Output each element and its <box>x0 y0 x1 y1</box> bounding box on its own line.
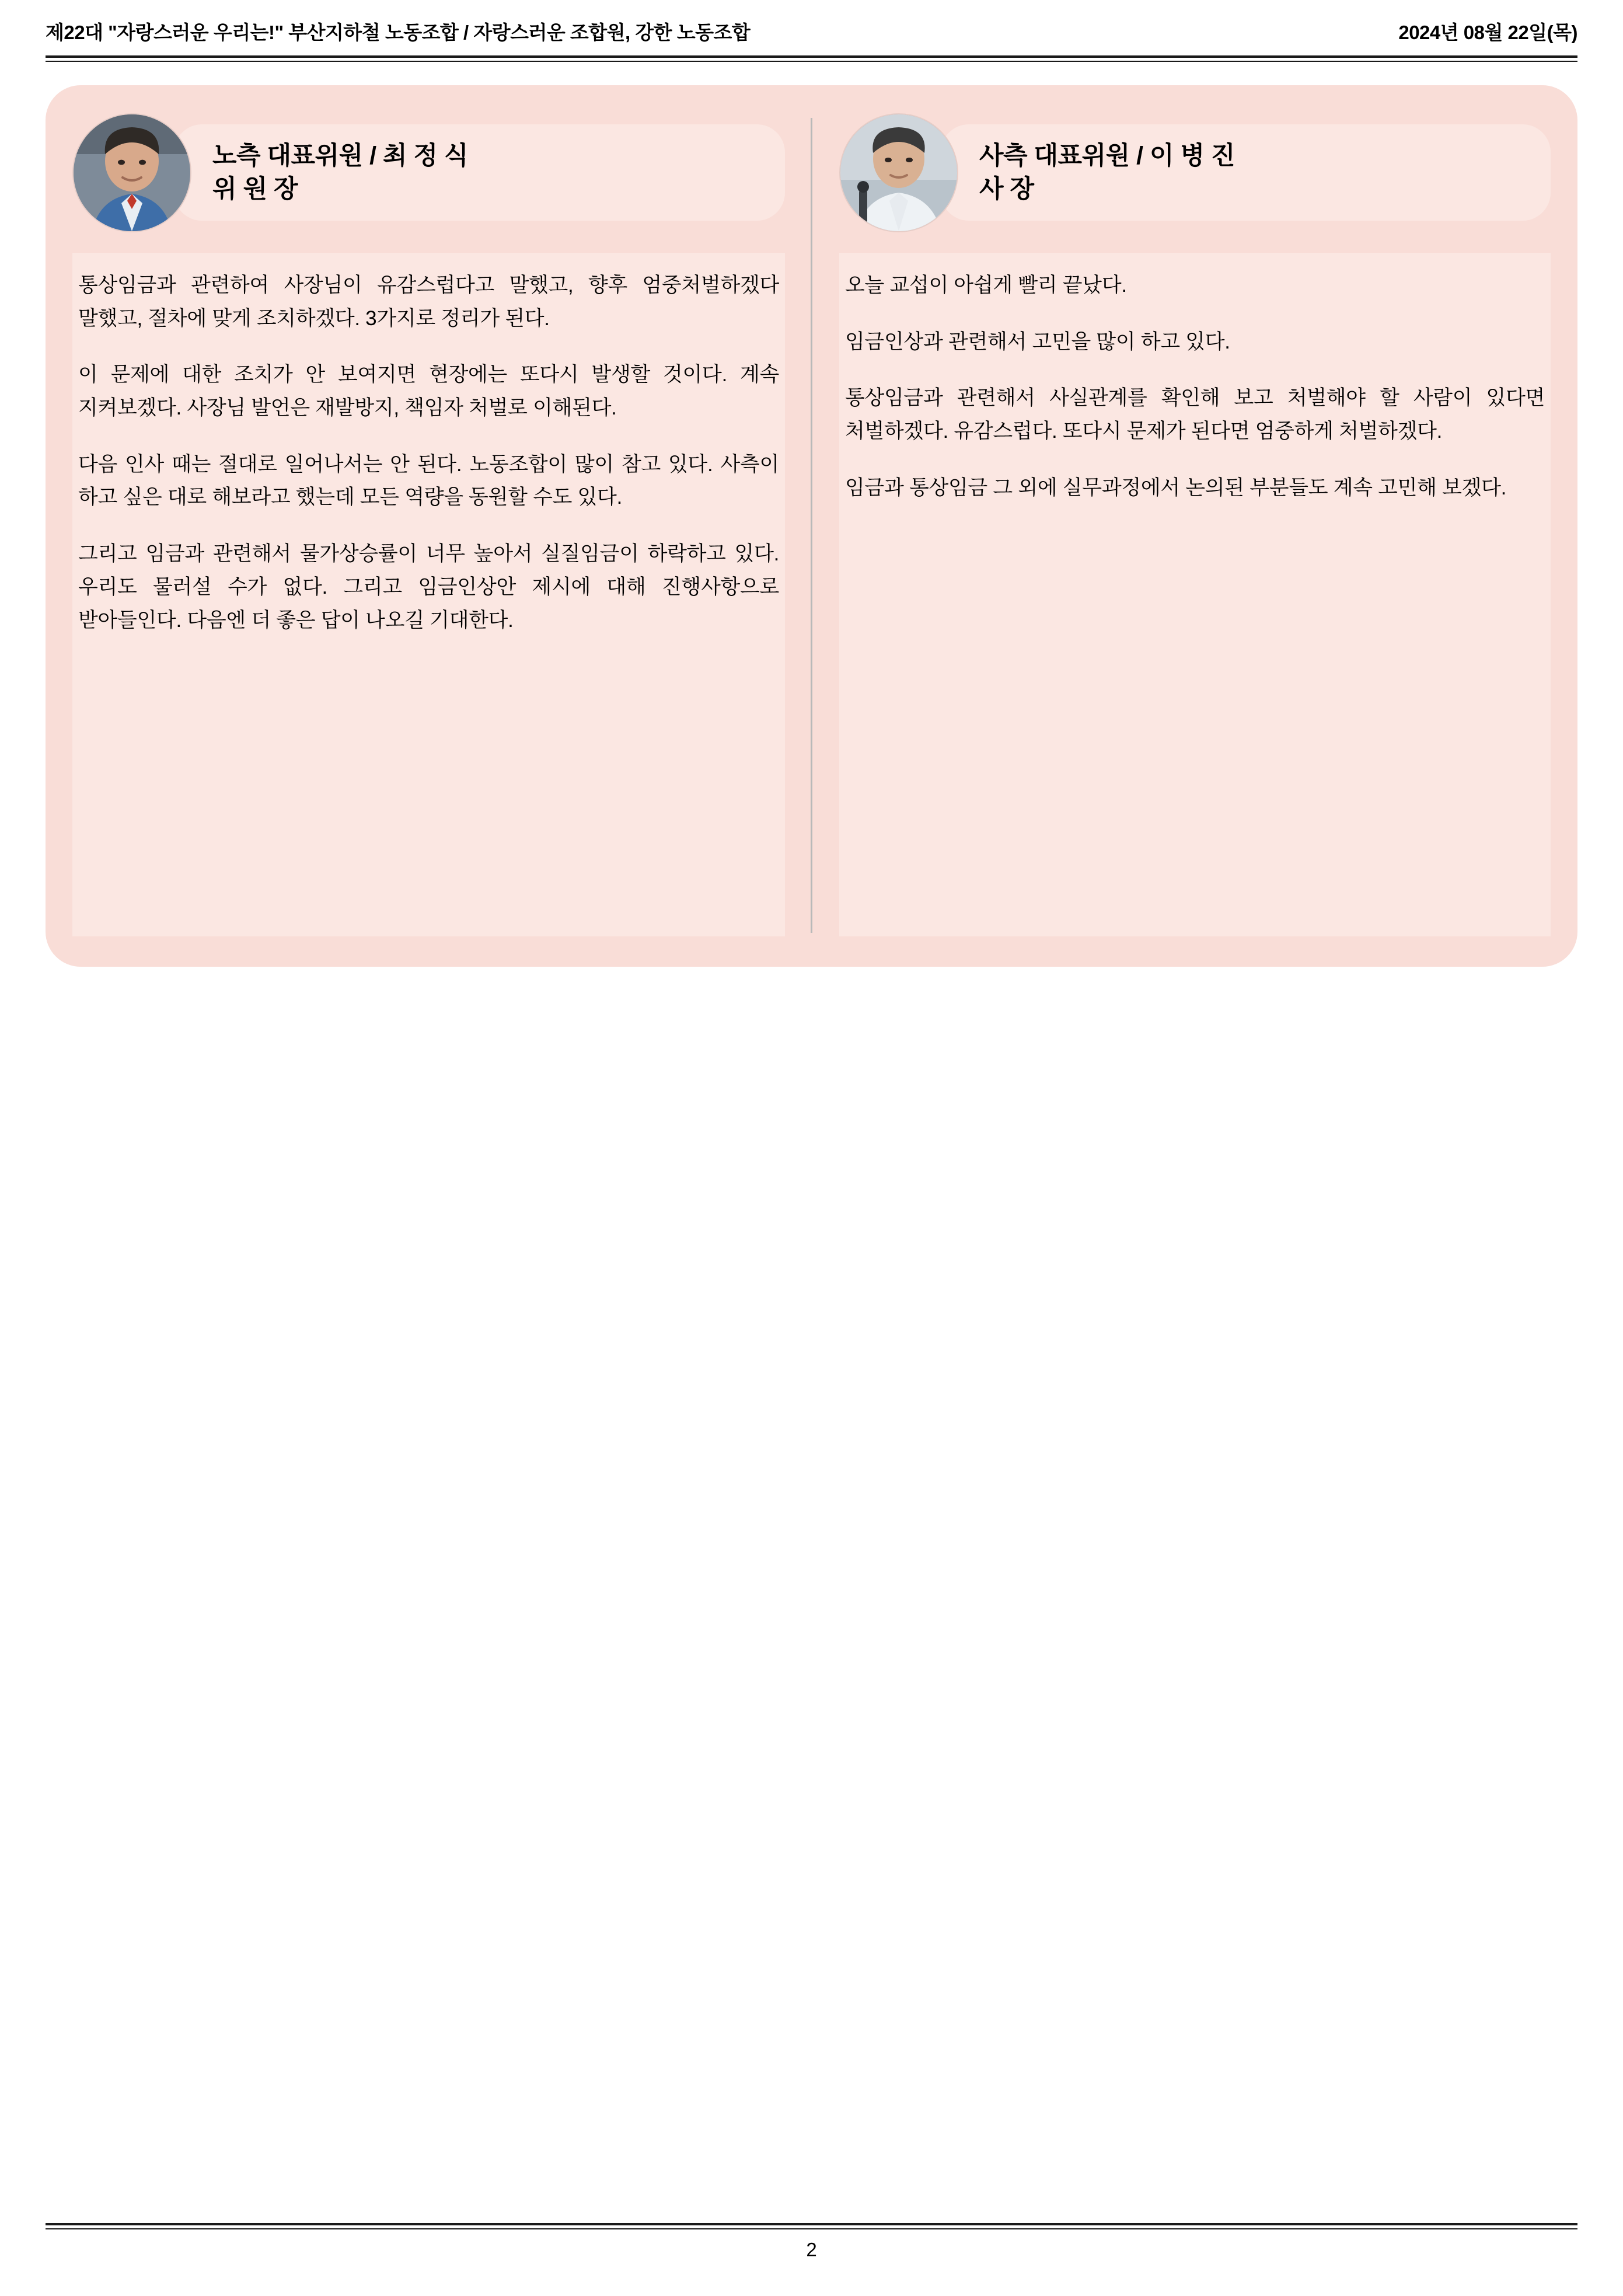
union-statement-text <box>72 253 785 936</box>
company-paragraph-4: 임금과 통상임금 그 외에 실무과정에서 논의된 부분들도 계속 고민해 보겠다. <box>845 476 1507 499</box>
company-speaker-nameplate <box>941 124 1551 221</box>
union-speaker-position: 위 원 장 <box>212 175 298 203</box>
company-paragraph-1: 오늘 교섭이 아쉽게 빨리 끝났다. <box>845 274 1127 297</box>
company-speaker-title: 사측 대표위원 / 이 병 진 <box>979 141 1235 170</box>
union-statement-column <box>72 110 811 936</box>
page-footer <box>46 2223 1577 2261</box>
union-paragraph-4: 그리고 임금과 관련해서 물가상승률이 너무 높아서 실질임금이 하락하고 있다. 우리도 물러설 수가 없다. 그리고 임금인상안 제시에 대해 진행사항으로 받아들인다. 다음엔 더 좋은 답이 나오길 기대한다. <box>78 542 779 632</box>
union-paragraph-3: 다음 인사 때는 절대로 일어나서는 안 된다. 노동조합이 많이 참고 있다. 사측이 하고 싶은 대로 해보라고 했는데 모든 역량을 동원할 수도 있다. <box>78 452 779 509</box>
union-speaker-header <box>72 110 785 235</box>
union-representative-photo <box>72 113 191 232</box>
header-divider-thick <box>46 55 1577 58</box>
header-masthead-text: 제22대 "자랑스러운 우리는!" 부산지하철 노동조합 / 자랑스러운 조합원, 강한 노동조합 <box>46 22 751 43</box>
company-speaker-position: 사 장 <box>979 175 1034 203</box>
company-statement-column <box>812 110 1551 936</box>
company-paragraph-2: 임금인상과 관련해서 고민을 많이 하고 있다. <box>845 330 1230 353</box>
company-statement-text <box>839 253 1551 936</box>
union-speaker-nameplate <box>174 124 785 221</box>
union-speaker-title: 노측 대표위원 / 최 정 식 <box>212 141 469 170</box>
union-paragraph-1: 통상임금과 관련하여 사장님이 유감스럽다고 말했고, 향후 엄중처벌하겠다 말했고, 절차에 맞게 조치하겠다. 3가지로 정리가 된다. <box>78 274 779 330</box>
company-speaker-header <box>839 110 1551 235</box>
page-number: 2 <box>806 2239 817 2260</box>
header-divider-thin <box>46 61 1577 62</box>
footer-divider-thin <box>46 2228 1577 2229</box>
page-header <box>46 0 1577 53</box>
union-paragraph-2: 이 문제에 대한 조치가 안 보여지면 현장에는 또다시 발생할 것이다. 계속 지켜보겠다. 사장님 발언은 재발방지, 책임자 처벌로 이해된다. <box>78 363 779 420</box>
footer-divider-thick <box>46 2223 1577 2225</box>
company-representative-photo <box>839 113 958 232</box>
statements-panel <box>46 85 1577 967</box>
header-date-text: 2024년 08월 22일(목) <box>1398 22 1577 43</box>
company-paragraph-3: 통상임금과 관련해서 사실관계를 확인해 보고 처벌해야 할 사람이 있다면 처벌하겠다. 유감스럽다. 또다시 문제가 된다면 엄중하게 처벌하겠다. <box>845 386 1545 443</box>
